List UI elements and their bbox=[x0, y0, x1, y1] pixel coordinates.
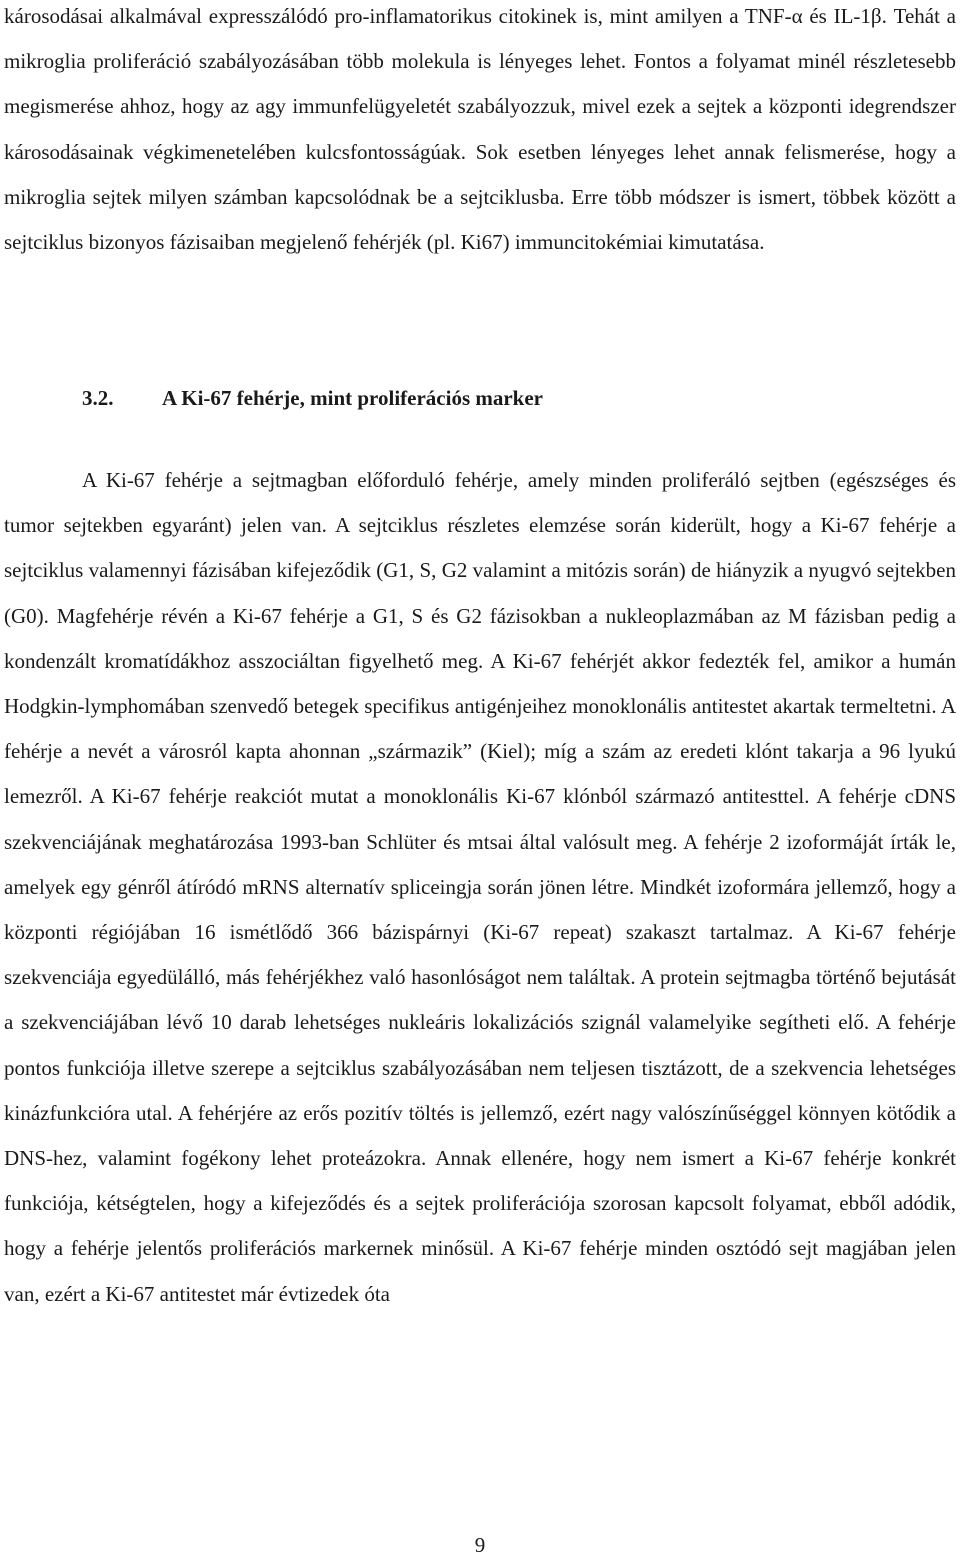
section-heading bbox=[82, 376, 543, 421]
paragraph-ki67-protein: A Ki-67 fehérje a sejtmagban előforduló fehérje, amely minden proliferáló sejtben (egészséges és tumor sejtekben egyaránt) jelen van. A sejtciklus részletes elemzése során kiderült, hogy a Ki-67 fehérje a sejtciklus valamennyi fázisában kifejeződik (G1, S, G2 valamint a mitózis során) de hiányzik a nyugvó sejtekben (G0). Magfehérje révén a Ki-67 fehérje a G1, S és G2 fázisokban a nukleoplazmában az M fázisban pedig a kondenzált kromatídákhoz asszociáltan figyelhető meg. A Ki-67 fehérjét akkor fedezték fel, amikor a humán Hodgkin-lymphomában szenvedő betegek specifikus antigénjeihez monoklonális antitestet akartak termeltetni. A fehérje a nevét a városról kapta ahonnan „származik” (Kiel); míg a szám az eredeti klónt takarja a 96 lyukú lemezről. A Ki-67 fehérje reakciót mutat a monoklonális Ki-67 klónból származó antitesttel. A fehérje cDNS szekvenciájának meghatározása 1993-ban Schlüter és mtsai által valósult meg. A fehérje 2 izoformáját írták le, amelyek egy génről átíródó mRNS alternatív spliceingja során jönen létre. Mindkét izoformára jellemző, hogy a központi régiójában 16 ismétlődő 366 bázispárnyi (Ki-67 repeat) szakaszt tartalmaz. A Ki-67 fehérje szekvenciája egyedülálló, más fehérjékhez való hasonlóságot nem találtak. A protein sejtmagba történő bejutását a szekvenciájában lévő 10 darab lehetséges nukleáris lokalizációs szignál valamelyike segítheti elő. A fehérje pontos funkciója illetve szerepe a sejtciklus szabályozásában nem teljesen tisztázott, de a szekvencia lehetséges kinázfunkcióra utal. A fehérjére az erős pozitív töltés is jellemző, ezért nagy valószínűséggel könnyen kötődik a DNS-hez, valamint fogékony lehet proteázokra. Annak ellenére, hogy nem ismert a Ki-67 fehérje konkrét funkciója, kétségtelen, hogy a kifejeződés és a sejtek proliferációja szorosan kapcsolt folyamat, ebből adódik, hogy a fehérje jelentős proliferációs markernek minősül. A Ki-67 fehérje minden osztódó sejt magjában jelen van, ezért a Ki-67 antitestet már évtizedek óta bbox=[4, 468, 956, 1306]
page-number: 9 bbox=[474, 1533, 486, 1557]
section-title: A Ki-67 fehérje, mint proliferációs marker bbox=[162, 386, 544, 410]
section-number: 3.2. bbox=[82, 386, 114, 410]
paragraph-microglia-proliferation: károsodásai alkalmával expresszálódó pro-inflamatorikus citokinek is, mint amilyen a TNF-α és IL-1β. Tehát a mikroglia proliferáció szabályozásában több molekula is lényeges lehet. Fontos a folyamat minél részletesebb megismerése ahhoz, hogy az agy immunfelügyeletét szabályozzuk, mivel ezek a sejtek a központi idegrendszer károsodásainak végkimenetelében kulcsfontosságúak. Sok esetben lényeges lehet annak felismerése, hogy a mikroglia sejtek milyen számban kapcsolódnak be a sejtciklusba. Erre több módszer is ismert, többek között a sejtciklus bizonyos fázisaiban megjelenő fehérjék (pl. Ki67) immuncitokémiai kimutatása. bbox=[4, 4, 956, 255]
